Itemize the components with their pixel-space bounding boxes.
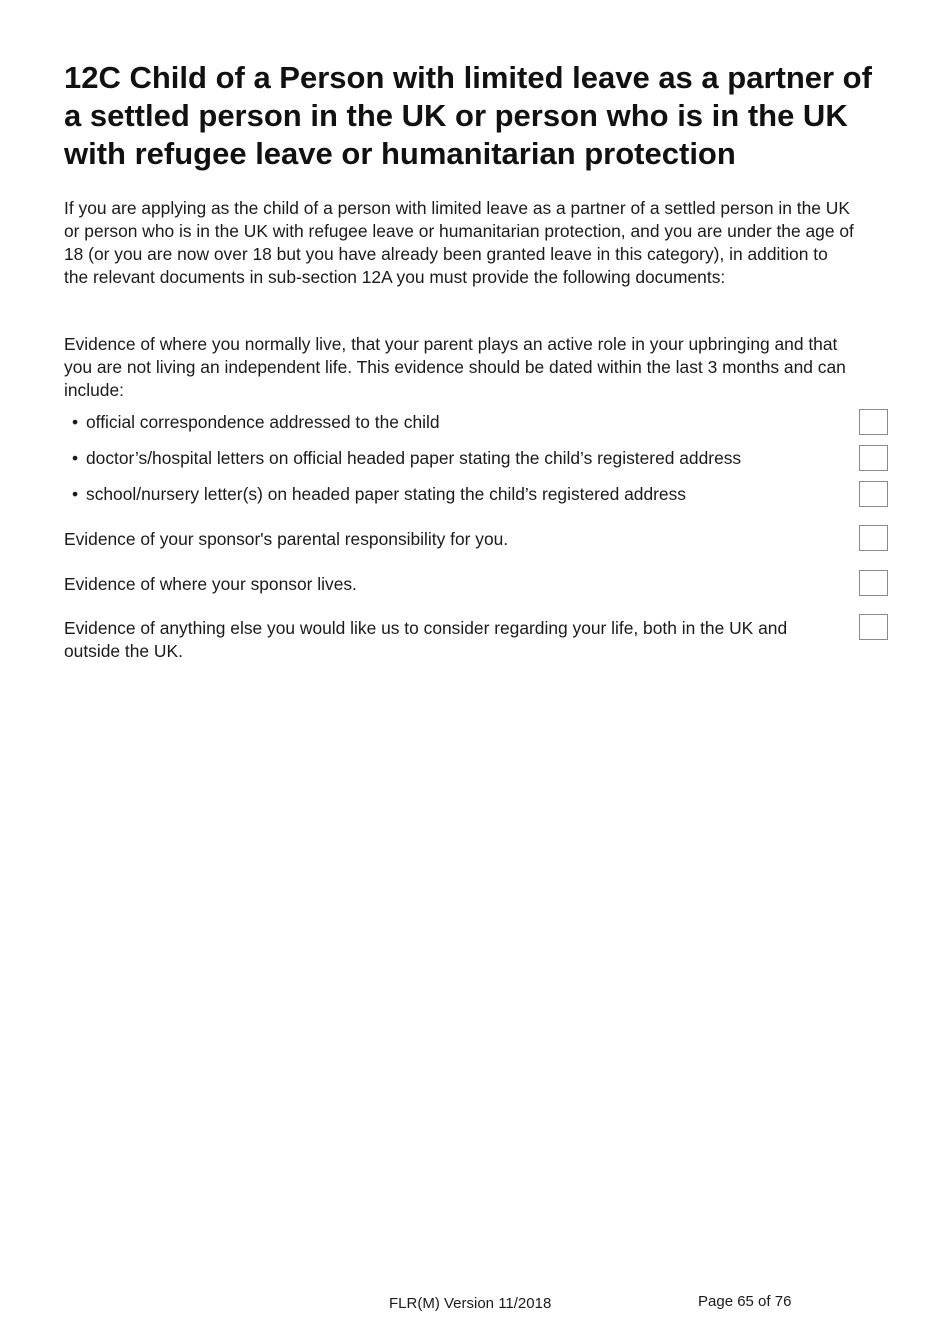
intro-paragraph: If you are applying as the child of a person with limited leave as a partner of a settled person in the UK or person who is in the UK with refugee leave or humanitarian protection, and you are under the age of 18 (or you are now over 18 but you have already been granted leave in this category), in addition to the relevant documents in sub-section 12A you must provide the following documents: [64,198,854,287]
item-sponsor-parental-responsibility: Evidence of your sponsor's parental responsibility for you. [64,529,509,549]
section-heading: 12C Child of a Person with limited leave as a partner of a settled person in the UK or person who is in the UK with refugee leave or humanitarian protection [64,60,872,171]
bullet-text: official correspondence addressed to the child [86,412,440,432]
bullet-item-school-letters [72,483,842,506]
evidence-intro-paragraph: Evidence of where you normally live, that your parent plays an active role in your upbringing and that you are not living an independent life. This evidence should be dated within the last 3 months and can include: [64,334,846,400]
footer-page-number: Page 65 of 76 [698,1293,792,1310]
checkbox-school-letters[interactable] [859,481,888,507]
checkbox-sponsor-residence[interactable] [859,570,888,596]
bullet-icon: • [72,412,79,432]
bullet-text: school/nursery letter(s) on headed paper stating the child’s registered address [86,484,686,504]
bullet-item-doctor-letters [72,447,842,470]
checkbox-anything-else[interactable] [859,614,888,640]
bullet-icon: • [72,484,79,504]
bullet-text: doctor’s/hospital letters on official headed paper stating the child’s registered address [86,448,742,468]
checkbox-doctor-letters[interactable] [859,445,888,471]
checkbox-official-correspondence[interactable] [859,409,888,435]
checkbox-sponsor-parental-responsibility[interactable] [859,525,888,551]
footer-version: FLR(M) Version 11/2018 [389,1295,552,1312]
bullet-item-official-correspondence [72,411,842,434]
item-anything-else: Evidence of anything else you would like us to consider regarding your life, both in the UK and outside the UK. [64,618,788,661]
item-sponsor-residence: Evidence of where your sponsor lives. [64,574,357,594]
bullet-icon: • [72,448,79,468]
